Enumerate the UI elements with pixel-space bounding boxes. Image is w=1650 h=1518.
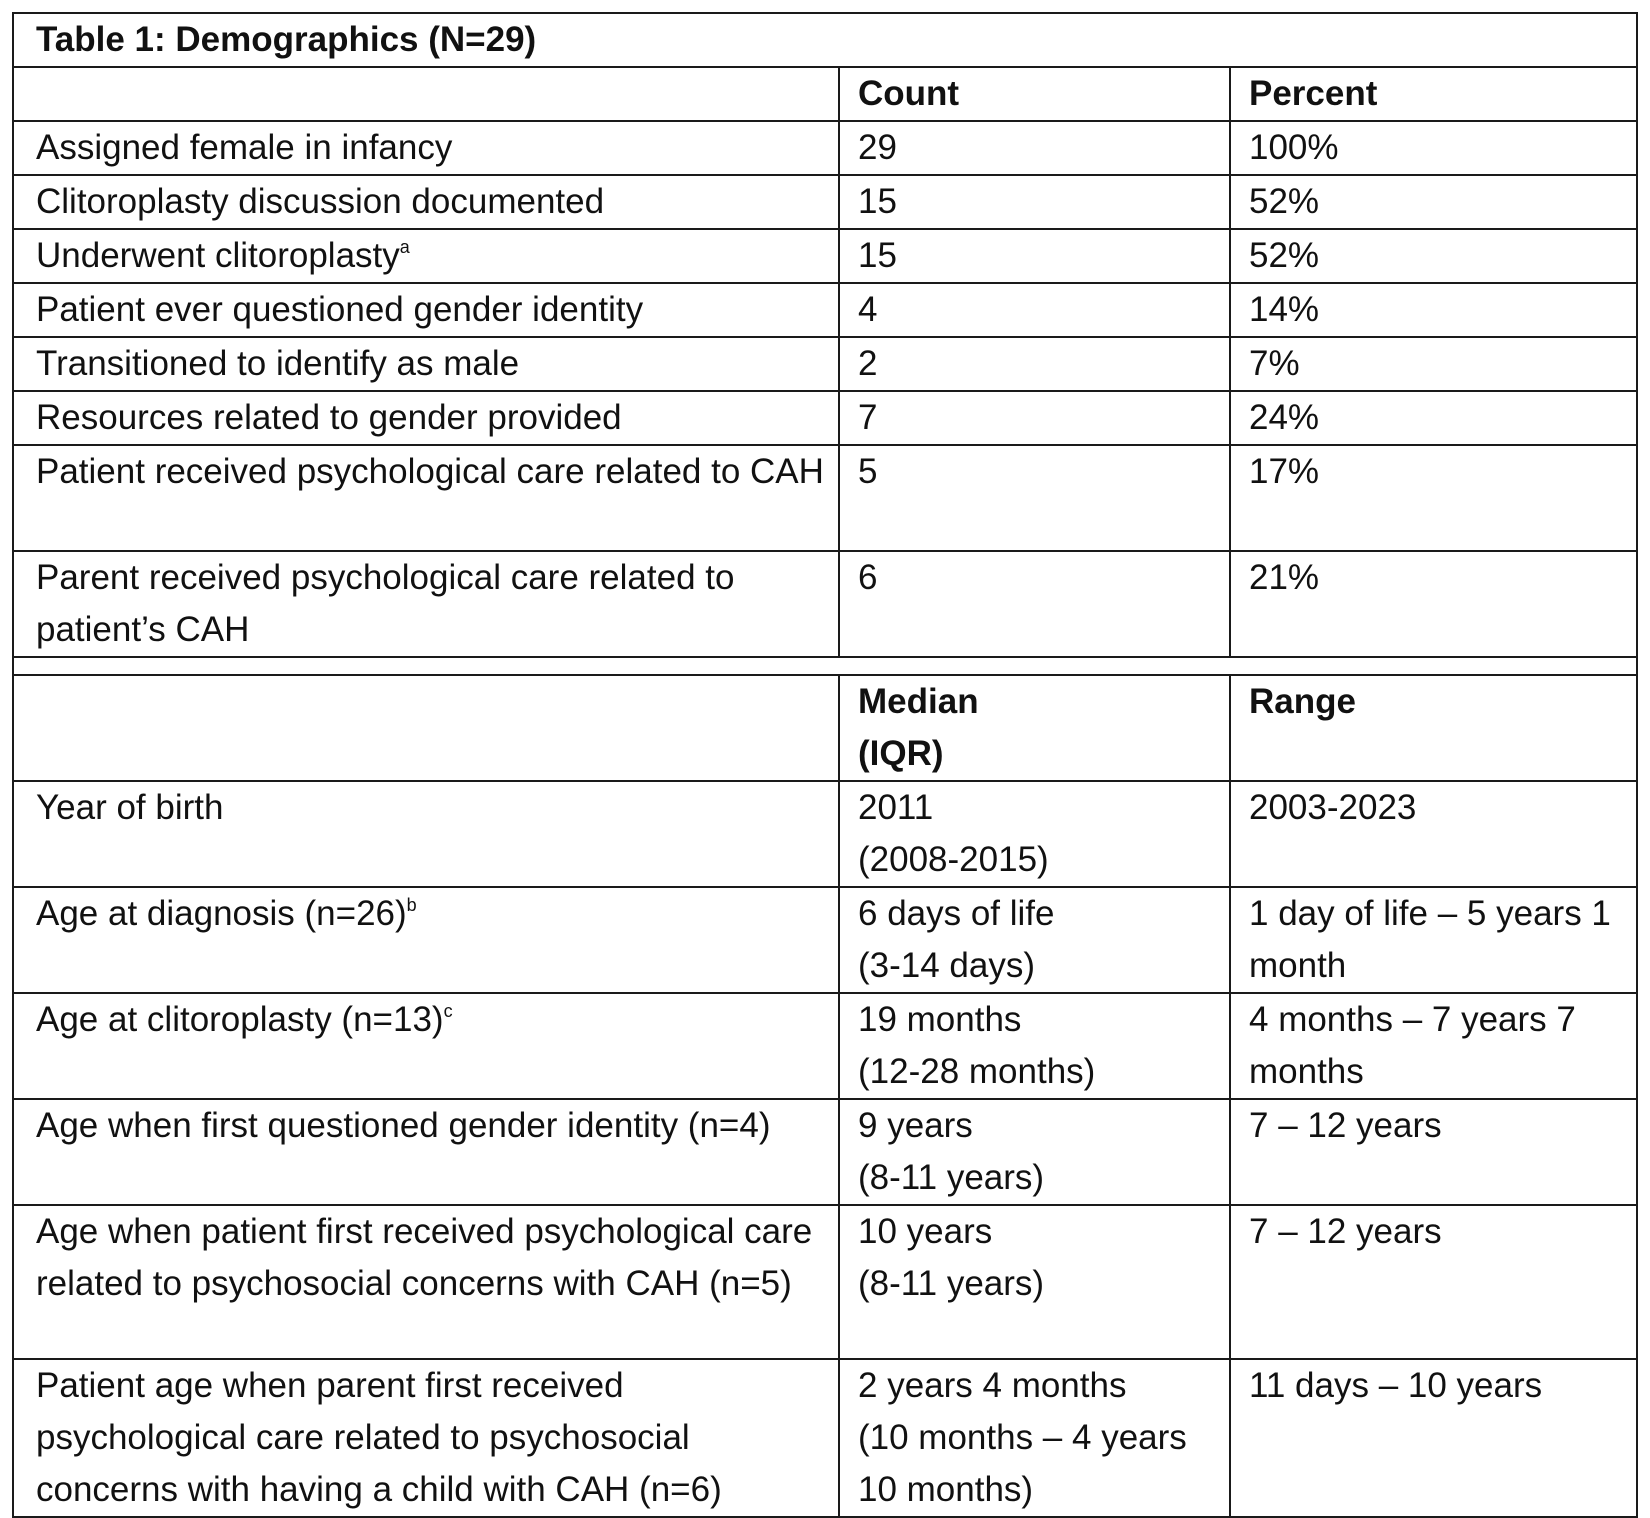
table-row bbox=[13, 1099, 1637, 1205]
median-header: Median (IQR) bbox=[839, 675, 1230, 781]
row-label: Patient ever questioned gender identity bbox=[13, 283, 839, 337]
section2-header-blank bbox=[13, 675, 839, 781]
percent-header: Percent bbox=[1230, 67, 1637, 121]
section2-header-row bbox=[13, 675, 1637, 781]
count-header: Count bbox=[839, 67, 1230, 121]
median-cell: 2011 (2008-2015) bbox=[839, 781, 1230, 887]
percent-cell: 7% bbox=[1230, 337, 1637, 391]
row-label: Resources related to gender provided bbox=[13, 391, 839, 445]
row-label: Clitoroplasty discussion documented bbox=[13, 175, 839, 229]
percent-cell: 21% bbox=[1230, 551, 1637, 657]
median-cell: 6 days of life (3-14 days) bbox=[839, 887, 1230, 993]
row-label: Age when patient first received psychological care related to psychosocial concerns with CAH (n=5) bbox=[13, 1205, 839, 1359]
range-header: Range bbox=[1230, 675, 1637, 781]
table-title-row bbox=[13, 13, 1637, 67]
count-cell: 7 bbox=[839, 391, 1230, 445]
section-separator bbox=[13, 657, 1637, 675]
percent-cell: 52% bbox=[1230, 175, 1637, 229]
row-label: Parent received psychological care related to patient’s CAH bbox=[13, 551, 839, 657]
range-cell: 7 – 12 years bbox=[1230, 1205, 1637, 1359]
table-row bbox=[13, 283, 1637, 337]
table-row bbox=[13, 887, 1637, 993]
demographics-table bbox=[12, 12, 1638, 1518]
range-cell: 1 day of life – 5 years 1 month bbox=[1230, 887, 1637, 993]
count-cell: 6 bbox=[839, 551, 1230, 657]
table-row bbox=[13, 391, 1637, 445]
range-cell: 4 months – 7 years 7 months bbox=[1230, 993, 1637, 1099]
row-label: Underwent clitoroplasty$^a$ bbox=[13, 229, 839, 283]
section1-header-blank bbox=[13, 67, 839, 121]
median-cell: 10 years (8-11 years) bbox=[839, 1205, 1230, 1359]
median-cell: 9 years (8-11 years) bbox=[839, 1099, 1230, 1205]
row-label: Patient received psychological care related to CAH bbox=[13, 445, 839, 551]
table-row bbox=[13, 175, 1637, 229]
row-label: Patient age when parent first received psychological care related to psychosocial concerns with having a child with CAH (n=6) bbox=[13, 1359, 839, 1517]
row-label: Age when first questioned gender identity (n=4) bbox=[13, 1099, 839, 1205]
table-row bbox=[13, 1205, 1637, 1359]
row-label: Assigned female in infancy bbox=[13, 121, 839, 175]
row-label: Age at clitoroplasty (n=13)$^c$ bbox=[13, 993, 839, 1099]
footnote-marker: a bbox=[399, 237, 410, 257]
range-cell: 7 – 12 years bbox=[1230, 1099, 1637, 1205]
percent-cell: 17% bbox=[1230, 445, 1637, 551]
table-row bbox=[13, 1359, 1637, 1517]
count-cell: 15 bbox=[839, 175, 1230, 229]
range-cell: 11 days – 10 years bbox=[1230, 1359, 1637, 1517]
table-row bbox=[13, 229, 1637, 283]
footnote-marker: c bbox=[443, 1001, 453, 1021]
footnote-marker: b bbox=[406, 895, 417, 915]
table-row bbox=[13, 781, 1637, 887]
median-cell: 2 years 4 months (10 months – 4 years 10 months) bbox=[839, 1359, 1230, 1517]
count-cell: 29 bbox=[839, 121, 1230, 175]
table-row bbox=[13, 993, 1637, 1099]
section1-header-row bbox=[13, 67, 1637, 121]
percent-cell: 14% bbox=[1230, 283, 1637, 337]
count-cell: 5 bbox=[839, 445, 1230, 551]
row-label: Age at diagnosis (n=26)$^b$ bbox=[13, 887, 839, 993]
table-row bbox=[13, 337, 1637, 391]
table-row bbox=[13, 121, 1637, 175]
median-cell: 19 months (12-28 months) bbox=[839, 993, 1230, 1099]
table-row bbox=[13, 445, 1637, 551]
percent-cell: 100% bbox=[1230, 121, 1637, 175]
count-cell: 2 bbox=[839, 337, 1230, 391]
percent-cell: 52% bbox=[1230, 229, 1637, 283]
row-label: Year of birth bbox=[13, 781, 839, 887]
table-title: Table 1: Demographics (N=29) bbox=[13, 13, 1637, 67]
count-cell: 15 bbox=[839, 229, 1230, 283]
table-row bbox=[13, 551, 1637, 657]
row-label: Transitioned to identify as male bbox=[13, 337, 839, 391]
percent-cell: 24% bbox=[1230, 391, 1637, 445]
range-cell: 2003-2023 bbox=[1230, 781, 1637, 887]
count-cell: 4 bbox=[839, 283, 1230, 337]
